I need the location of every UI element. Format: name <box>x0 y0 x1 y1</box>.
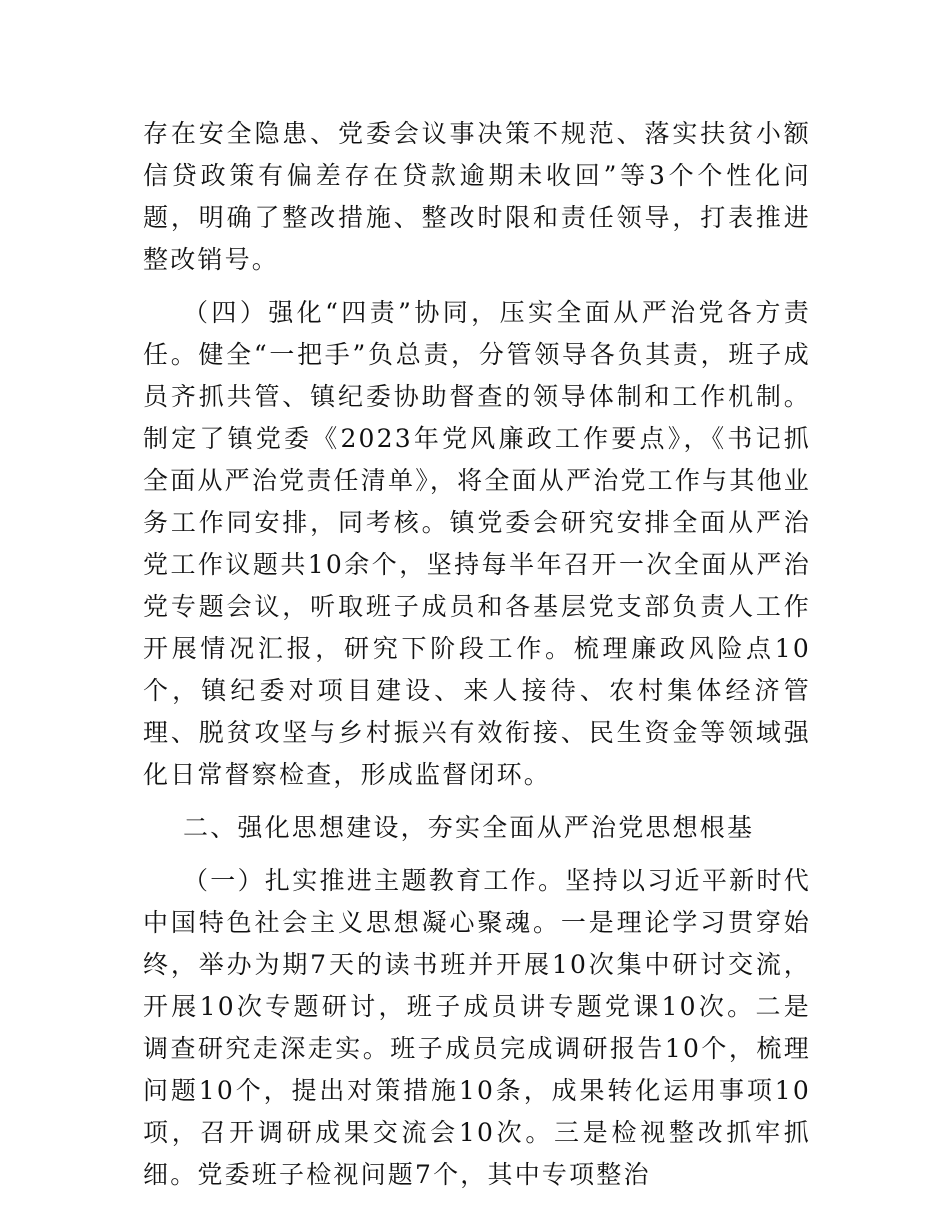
paragraph-subsection-one: （一）扎实推进主题教育工作。坚持以习近平新时代中国特色社会主义思想凝心聚魂。一是理论学习贯穿始终，举办为期7天的读书班并开展10次集中研讨交流，开展10次专题研讨，班子成员讲专题党课10次。二是调查研究走深走实。班子成员完成调研报告10个，梳理问题10个，提出对策措施10条，成果转化运用事项10项，召开调研成果交流会10次。三是检视整改抓牢抓细。党委班子检视问题7个，其中专项整治 <box>143 866 811 1189</box>
section-heading-two: 二、强化思想建设，夯实全面从严治党思想根基 <box>183 813 755 842</box>
paragraph-continued: 存在安全隐患、党委会议事决策不规范、落实扶贫小额信贷政策有偏差存在贷款逾期未收回”等3个个性化问题，明确了整改措施、整改时限和责任领导，打表推进整改销号。 <box>143 119 811 274</box>
document-body <box>143 113 811 1196</box>
paragraph-section-four: （四）强化“四责”协同，压实全面从严治党各方责任。健全“一把手”负总责，分管领导各负其责，班子成员齐抓共管、镇纪委协助督查的领导体制和工作机制。制定了镇党委《2023年党风廉政工作要点》，《书记抓全面从严治党责任清单》，将全面从严治党工作与其他业务工作同安排，同考核。镇党委会研究安排全面从严治党工作议题共10余个，坚持每半年召开一次全面从严治党专题会议，听取班子成员和各基层党支部负责人工作开展情况汇报，研究下阶段工作。梳理廉政风险点10个，镇纪委对项目建设、来人接待、农村集体经济管理、脱贫攻坚与乡村振兴有效衔接、民生资金等领域强化日常督察检查，形成监督闭环。 <box>143 298 811 789</box>
